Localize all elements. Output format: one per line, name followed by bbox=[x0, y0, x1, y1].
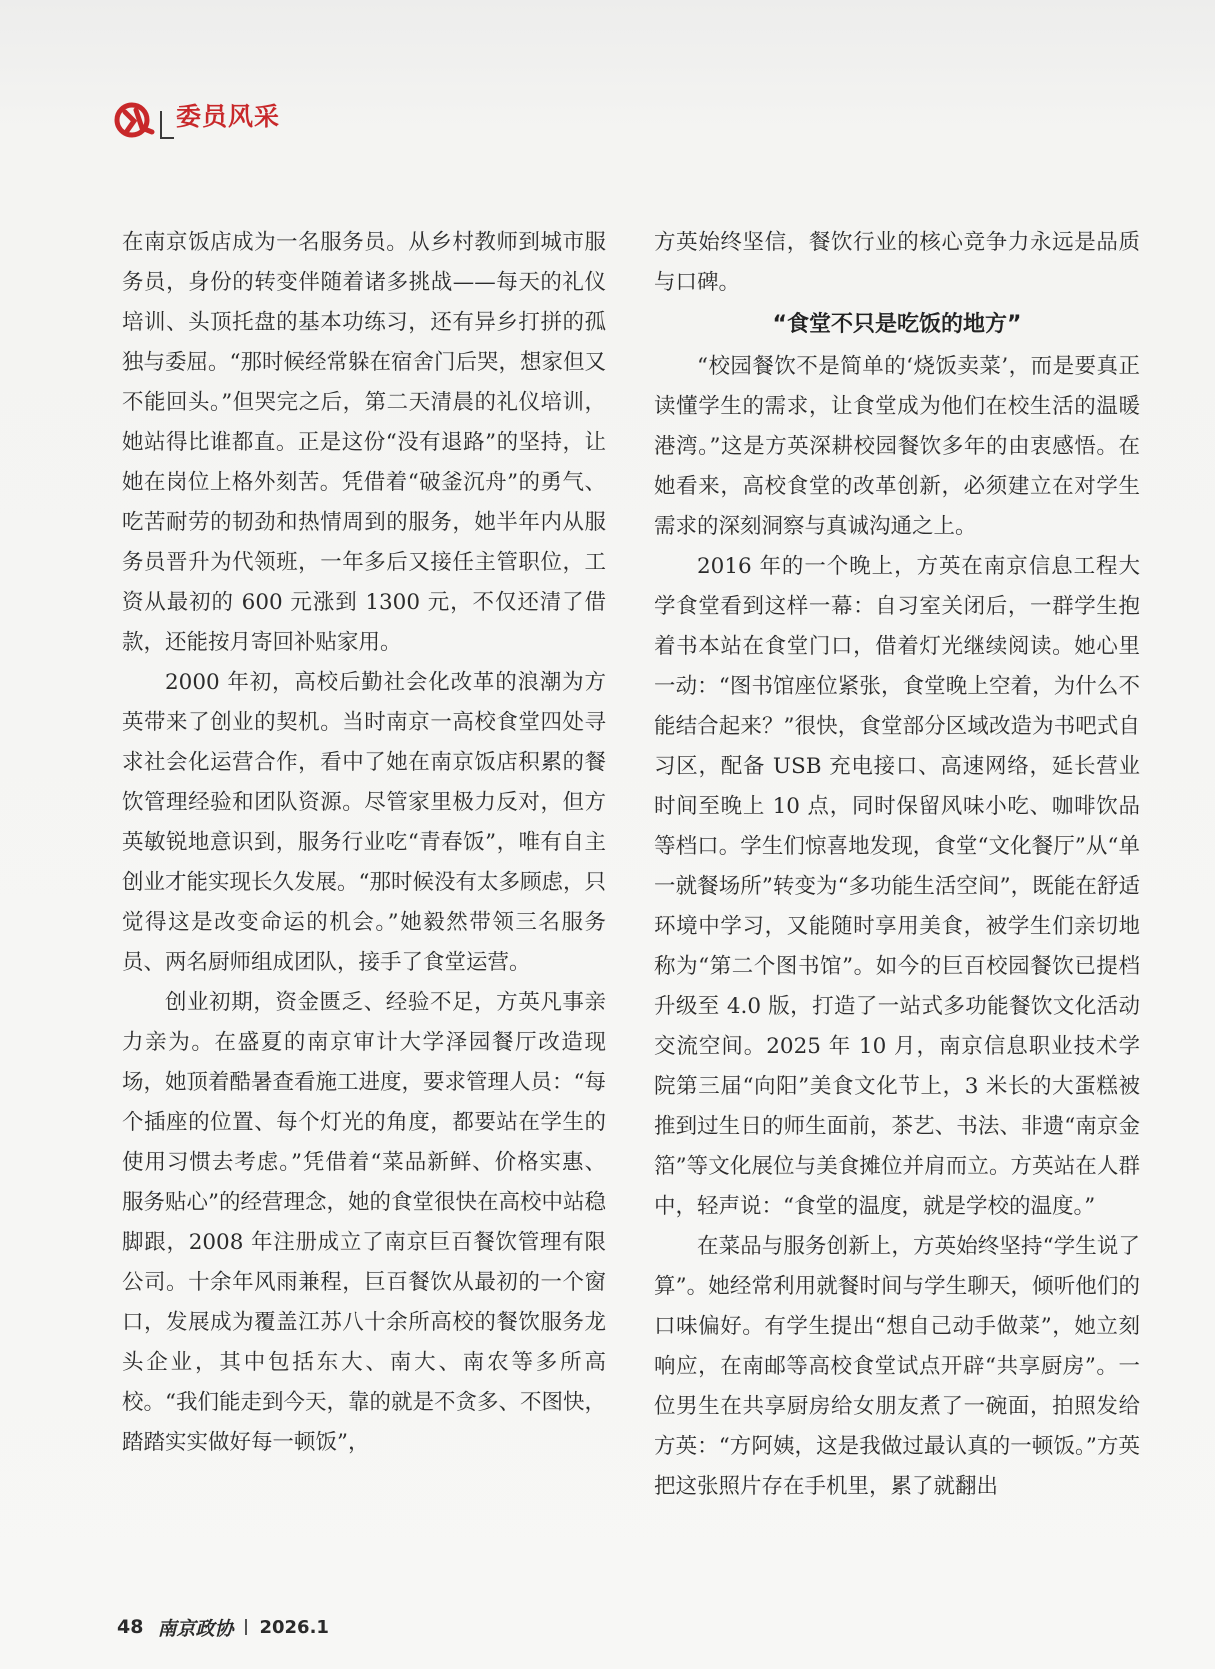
section-header bbox=[112, 98, 280, 142]
right-lead-paragraph: 方英始终坚信，餐饮行业的核心竞争力永远是品质与口碑。 bbox=[654, 230, 1140, 295]
right-paragraph-1: “校园餐饮不是简单的‘烧饭卖菜’，而是要真正读懂学生的需求，让食堂成为他们在校生活的温暖港湾。”这是方英深耕校园餐饮多年的由衷感悟。在她看来，高校食堂的改革创新，必须建立在对学生需求的深刻洞察与真诚沟通之上。 bbox=[654, 354, 1140, 539]
issue-number: 2026.1 bbox=[259, 1616, 329, 1638]
page-number: 48 bbox=[117, 1616, 144, 1638]
left-paragraph-2: 2000 年初，高校后勤社会化改革的浪潮为方英带来了创业的契机。当时南京一高校食堂四处寻求社会化运营合作，看中了她在南京饭店积累的餐饮管理经验和团队资源。尽管家里极力反对，但方英敏锐地意识到，服务行业吃“青春饭”，唯有自主创业才能实现长久发展。“那时候没有太多顾虑，只觉得这是改变命运的机会。”她毅然带领三名服务员、两名厨师组成团队，接手了食堂运营。 bbox=[122, 670, 606, 975]
right-paragraph-2: 2016 年的一个晚上，方英在南京信息工程大学食堂看到这样一幕：自习室关闭后，一群学生抱着书本站在食堂门口，借着灯光继续阅读。她心里一动：“图书馆座位紧张，食堂晚上空着，为什么不能结合起来？”很快，食堂部分区域改造为书吧式自习区，配备 USB 充电接口、高速网络，延长营业时间至晚上 10 点，同时保留风味小吃、咖啡饮品等档口。学生们惊喜地发现，食堂“文化餐厅”从“单一就餐场所”转变为“多功能生活空间”，既能在舒适环境中学习，又能随时享用美食，被学生们亲切地称为“第二个图书馆”。如今的巨百校园餐饮已提档升级至 4.0 版，打造了一站式多功能餐饮文化活动交流空间。2025 年 10 月，南京信息职业技术学院第三届“向阳”美食文化节上，3 米长的大蛋糕被推到过生日的师生面前，茶艺、书法、非遗“南京金箔”等文化展位与美食摊位并肩而立。方英站在人群中，轻声说：“食堂的温度，就是学校的温度。” bbox=[654, 554, 1140, 1219]
header-bracket bbox=[160, 111, 174, 139]
page-footer bbox=[117, 1612, 329, 1642]
right-column bbox=[654, 223, 1140, 1507]
left-paragraph-1: 在南京饭店成为一名服务员。从乡村教师到城市服务员，身份的转变伴随着诸多挑战——每天的礼仪培训、头顶托盘的基本功练习，还有异乡打拼的孤独与委屈。“那时候经常躲在宿舍门后哭，想家但又不能回头。”但哭完之后，第二天清晨的礼仪培训，她站得比谁都直。正是这份“没有退路”的坚持，让她在岗位上格外刻苦。凭借着“破釜沉舟”的勇气、吃苦耐劳的韧劲和热情周到的服务，她半年内从服务员晋升为代领班，一年多后又接任主管职位，工资从最初的 600 元涨到 1300 元，不仅还清了借款，还能按月寄回补贴家用。 bbox=[122, 230, 606, 655]
left-column bbox=[122, 223, 606, 1463]
cppcc-logo-icon bbox=[112, 98, 156, 142]
right-paragraph-3: 在菜品与服务创新上，方英始终坚持“学生说了算”。她经常利用就餐时间与学生聊天，倾听他们的口味偏好。有学生提出“想自己动手做菜”，她立刻响应，在南邮等高校食堂试点开辟“共享厨房”。一位男生在共享厨房给女朋友煮了一碗面，拍照发给方英：“方阿姨，这是我做过最认真的一顿饭。”方英把这张照片存在手机里，累了就翻出 bbox=[654, 1234, 1140, 1499]
section-title: 委员风采 bbox=[176, 102, 281, 131]
footer-divider bbox=[245, 1619, 247, 1635]
article-subheading: “食堂不只是吃饭的地方” bbox=[772, 312, 1022, 337]
publication-name: 南京政协 bbox=[157, 1617, 234, 1640]
left-paragraph-3: 创业初期，资金匮乏、经验不足，方英凡事亲力亲为。在盛夏的南京审计大学泽园餐厅改造现场，她顶着酷暑查看施工进度，要求管理人员：“每个插座的位置、每个灯光的角度，都要站在学生的使用习惯去考虑。”凭借着“菜品新鲜、价格实惠、服务贴心”的经营理念，她的食堂很快在高校中站稳脚跟，2008 年注册成立了南京巨百餐饮管理有限公司。十余年风雨兼程，巨百餐饮从最初的一个窗口，发展成为覆盖江苏八十余所高校的餐饮服务龙头企业，其中包括东大、南大、南农等多所高校。“我们能走到今天，靠的就是不贪多、不图快，踏踏实实做好每一顿饭”， bbox=[122, 990, 606, 1455]
